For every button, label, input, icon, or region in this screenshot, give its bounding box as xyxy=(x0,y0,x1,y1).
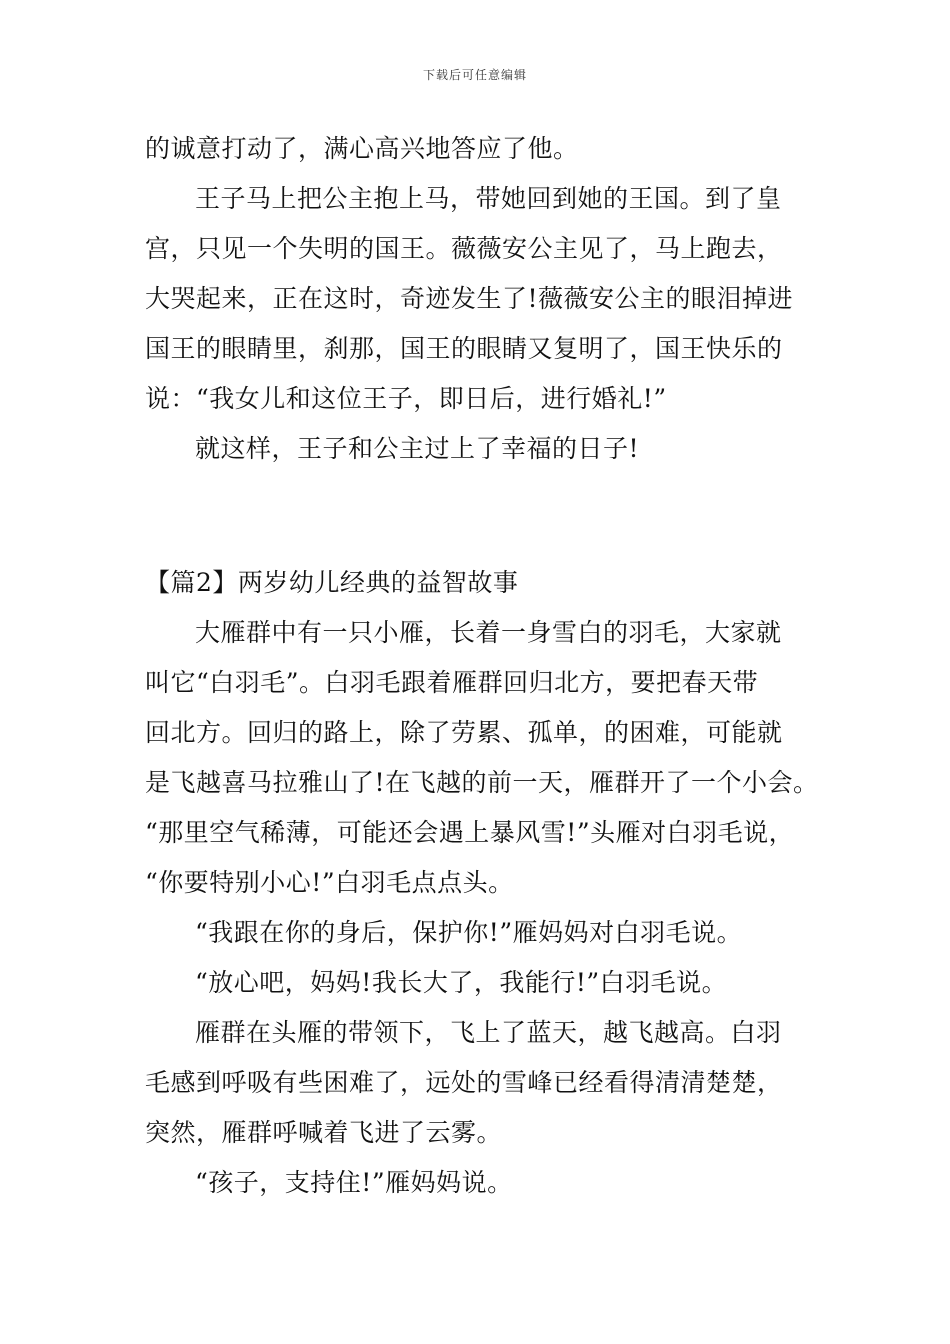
paragraph-line: 国王的眼睛里，刹那，国王的眼睛又复明了，国王快乐的 xyxy=(145,334,783,363)
paragraph-line: 毛感到呼吸有些困难了，远处的雪峰已经看得清清楚楚， xyxy=(145,1068,783,1097)
paragraph-line: 大雁群中有一只小雁，长着一身雪白的羽毛，大家就 xyxy=(195,618,782,647)
paragraph-line: 大哭起来，正在这时，奇迹发生了!薇薇安公主的眼泪掉进 xyxy=(145,284,794,313)
paragraph-line: 王子马上把公主抱上马，带她回到她的王国。到了皇 xyxy=(195,184,782,213)
paragraph-line: 突然，雁群呼喊着飞进了云雾。 xyxy=(145,1118,503,1147)
section-title: 【篇2】两岁幼儿经典的益智故事 xyxy=(145,568,519,597)
paragraph-line: 是飞越喜马拉雅山了!在飞越的前一天，雁群开了一个小会。 xyxy=(145,768,819,797)
paragraph-line: “我跟在你的身后，保护你!”雁妈妈对白羽毛说。 xyxy=(195,918,743,947)
section-gap xyxy=(145,474,835,558)
paragraph-line: 宫，只见一个失明的国王。薇薇安公主见了，马上跑去， xyxy=(145,234,783,263)
paragraph-line: “孩子，支持住!”雁妈妈说。 xyxy=(195,1168,513,1197)
document-body xyxy=(145,124,835,1208)
paragraph-line: 回北方。回归的路上，除了劳累、孤单，的困难，可能就 xyxy=(145,718,783,747)
paragraph-line: 说：“我女儿和这位王子，即日后，进行婚礼!” xyxy=(145,384,667,413)
page-header: 下载后可任意编辑 xyxy=(422,68,527,82)
paragraph-line: “你要特别小心!”白羽毛点点头。 xyxy=(145,868,514,897)
paragraph-line: “放心吧，妈妈!我长大了，我能行!”白羽毛说。 xyxy=(195,968,728,997)
paragraph-line: 的诚意打动了，满心高兴地答应了他。 xyxy=(145,134,579,163)
paragraph-line: 雁群在头雁的带领下，飞上了蓝天，越飞越高。白羽 xyxy=(195,1018,782,1047)
paragraph-line: “那里空气稀薄，可能还会遇上暴风雪!”头雁对白羽毛说， xyxy=(145,818,795,847)
paragraph-line: 就这样，王子和公主过上了幸福的日子! xyxy=(195,434,640,463)
paragraph-line: 叫它“白羽毛”。白羽毛跟着雁群回归北方，要把春天带 xyxy=(145,668,759,697)
